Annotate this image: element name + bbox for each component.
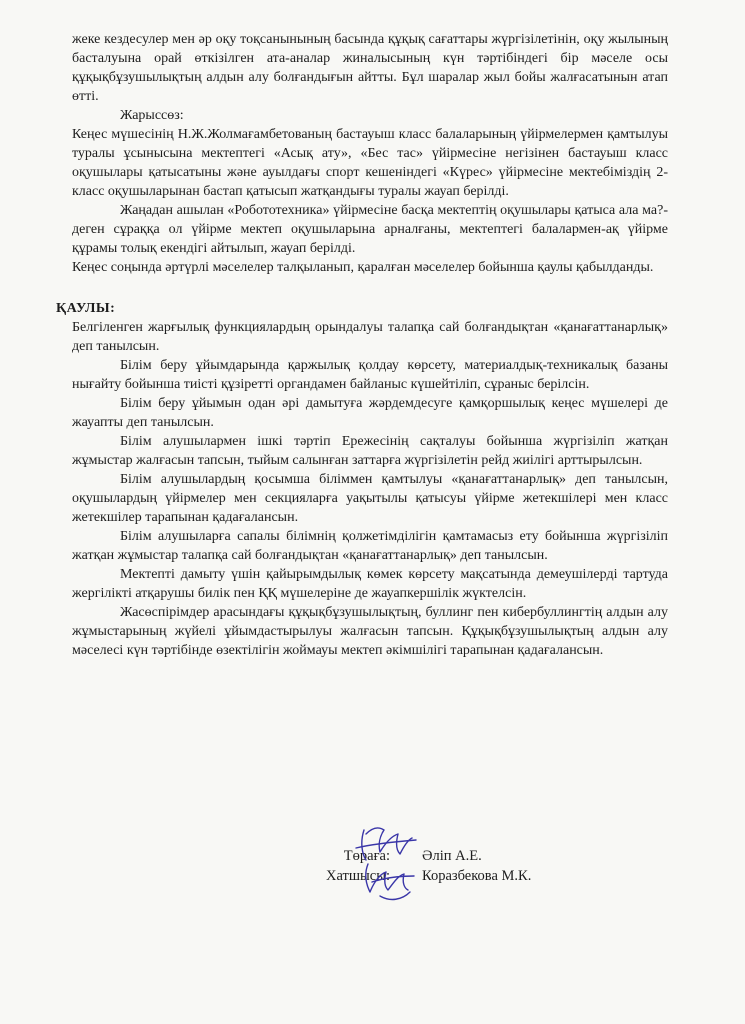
- resolution-item: Жасөспірімдер арасындағы құқықбұзушылықтың, буллинг пен кибербуллингтің алдын алу жұмыстарының жүйелі ұйымдастырылуы жалғасын тапсын. Құқықбұзушылықтың алдын алу мәселесі күн тәртібінде өзектілігін жоймауы мектеп әкімшілігі тарапынан қадағалансын.: [72, 605, 668, 658]
- resolution-heading: ҚАУЛЫ:: [56, 301, 116, 316]
- signature-block: [270, 846, 610, 886]
- chair-signature-row: [270, 846, 610, 866]
- resolution-item: Білім беру ұйымын одан әрі дамытуға жәрдемдесуге қамқоршылық кеңес мүшелері де жауапты деп танылсын.: [72, 396, 668, 430]
- paragraph-debate-1: Кеңес мүшесінің Н.Ж.Жолмағамбетованың бастауыш класс балаларының үйірмелермен қамтылуы туралы ұсынысына мектептегі «Асық ату», «Бес тас» үйірмесіне негізінен бастауыш класс оқушылары қатысатыны және ауылдағы спорт кешеніндегі «Күрес» үйірмесіне мектебіміздің 2-класс оқушыларынан бастап қатысып жатқандығы туралы жауап берілді.: [72, 127, 668, 199]
- secretary-signature-row: [270, 866, 610, 886]
- chair-name: Әліп А.Е.: [422, 848, 482, 864]
- paragraph-debate-2: Жаңадан ашылан «Робототехника» үйірмесіне басқа мектептің оқушылары қатыса ала ма?-деген сұраққа ол үйірме мектеп оқушыларына арналғаны, мектептегі балалармен-ақ үйірме құрамы толық екендігі айтылып, жауап берілді.: [72, 203, 668, 256]
- chair-label: Төраға:: [343, 848, 390, 864]
- resolution-item: Мектепті дамыту үшін қайырымдылық көмек көрсету мақсатында демеушілерді тартуда жергілікті атқарушы билік пен ҚҚ мүшелеріне де жауапкершілік жүктелсін.: [72, 567, 668, 601]
- handwritten-signature-icon: [350, 812, 422, 908]
- paragraph-conclusion: Кеңес соңында әртүрлі мәселелер талқыланып, қаралған мәселелер бойынша қаулы қабылданды.: [72, 260, 654, 275]
- paragraph-debate-heading: Жарыссөз:: [120, 108, 184, 123]
- secretary-name: Коразбекова М.К.: [422, 868, 532, 884]
- resolution-item: Білім алушылармен ішкі тәртіп Ережесінің сақталуы бойынша жүргізіліп жатқан жұмыстар жалғасын тапсын, тыйым салынған заттарға жүргізілетін рейд жиілігі арттырылсын.: [72, 434, 668, 468]
- resolution-item: Білім алушыларға сапалы білімнің қолжетімділігін қамтамасыз ету бойынша жүргізіліп жатқан жұмыстар талапқа сай болғандықтан «қанағаттанарлық» деп танылсын.: [72, 529, 668, 563]
- secretary-label: Хатшысы:: [326, 868, 390, 884]
- paragraph-intro: жеке кездесулер мен әр оқу тоқсанынының басында құқық сағаттары жүргізілетінін, оқу жылының басталуына орай өткізілген ата-аналар жиналысының күн тәртібіндегі бір мәселе осы құқықбұзушылықтың алдын алу болғандығын айтты. Бұл шаралар жыл бойы жалғасатынын атап өтті.: [72, 32, 668, 104]
- resolution-item: Белгіленген жарғылық функциялардың орындалуы талапқа сай болғандықтан «қанағаттанарлық» деп танылсын.: [72, 320, 668, 354]
- document-body: [56, 30, 668, 660]
- resolution-item: Білім алушылардың қосымша біліммен қамтылуы «қанағаттанарлық» деп танылсын, оқушылардың үйірмелер мен секцияларға уақытылы қатысуы үйірме жетекшілері мен класс жетекшілер тарапынан қадағалансын.: [72, 472, 668, 525]
- resolution-item: Білім беру ұйымдарында қаржылық қолдау көрсету, материалдық-техникалық базаны нығайту бойынша тиісті құзіретті органдамен байланыс күшейтіліп, сұраныс берілсін.: [72, 358, 668, 392]
